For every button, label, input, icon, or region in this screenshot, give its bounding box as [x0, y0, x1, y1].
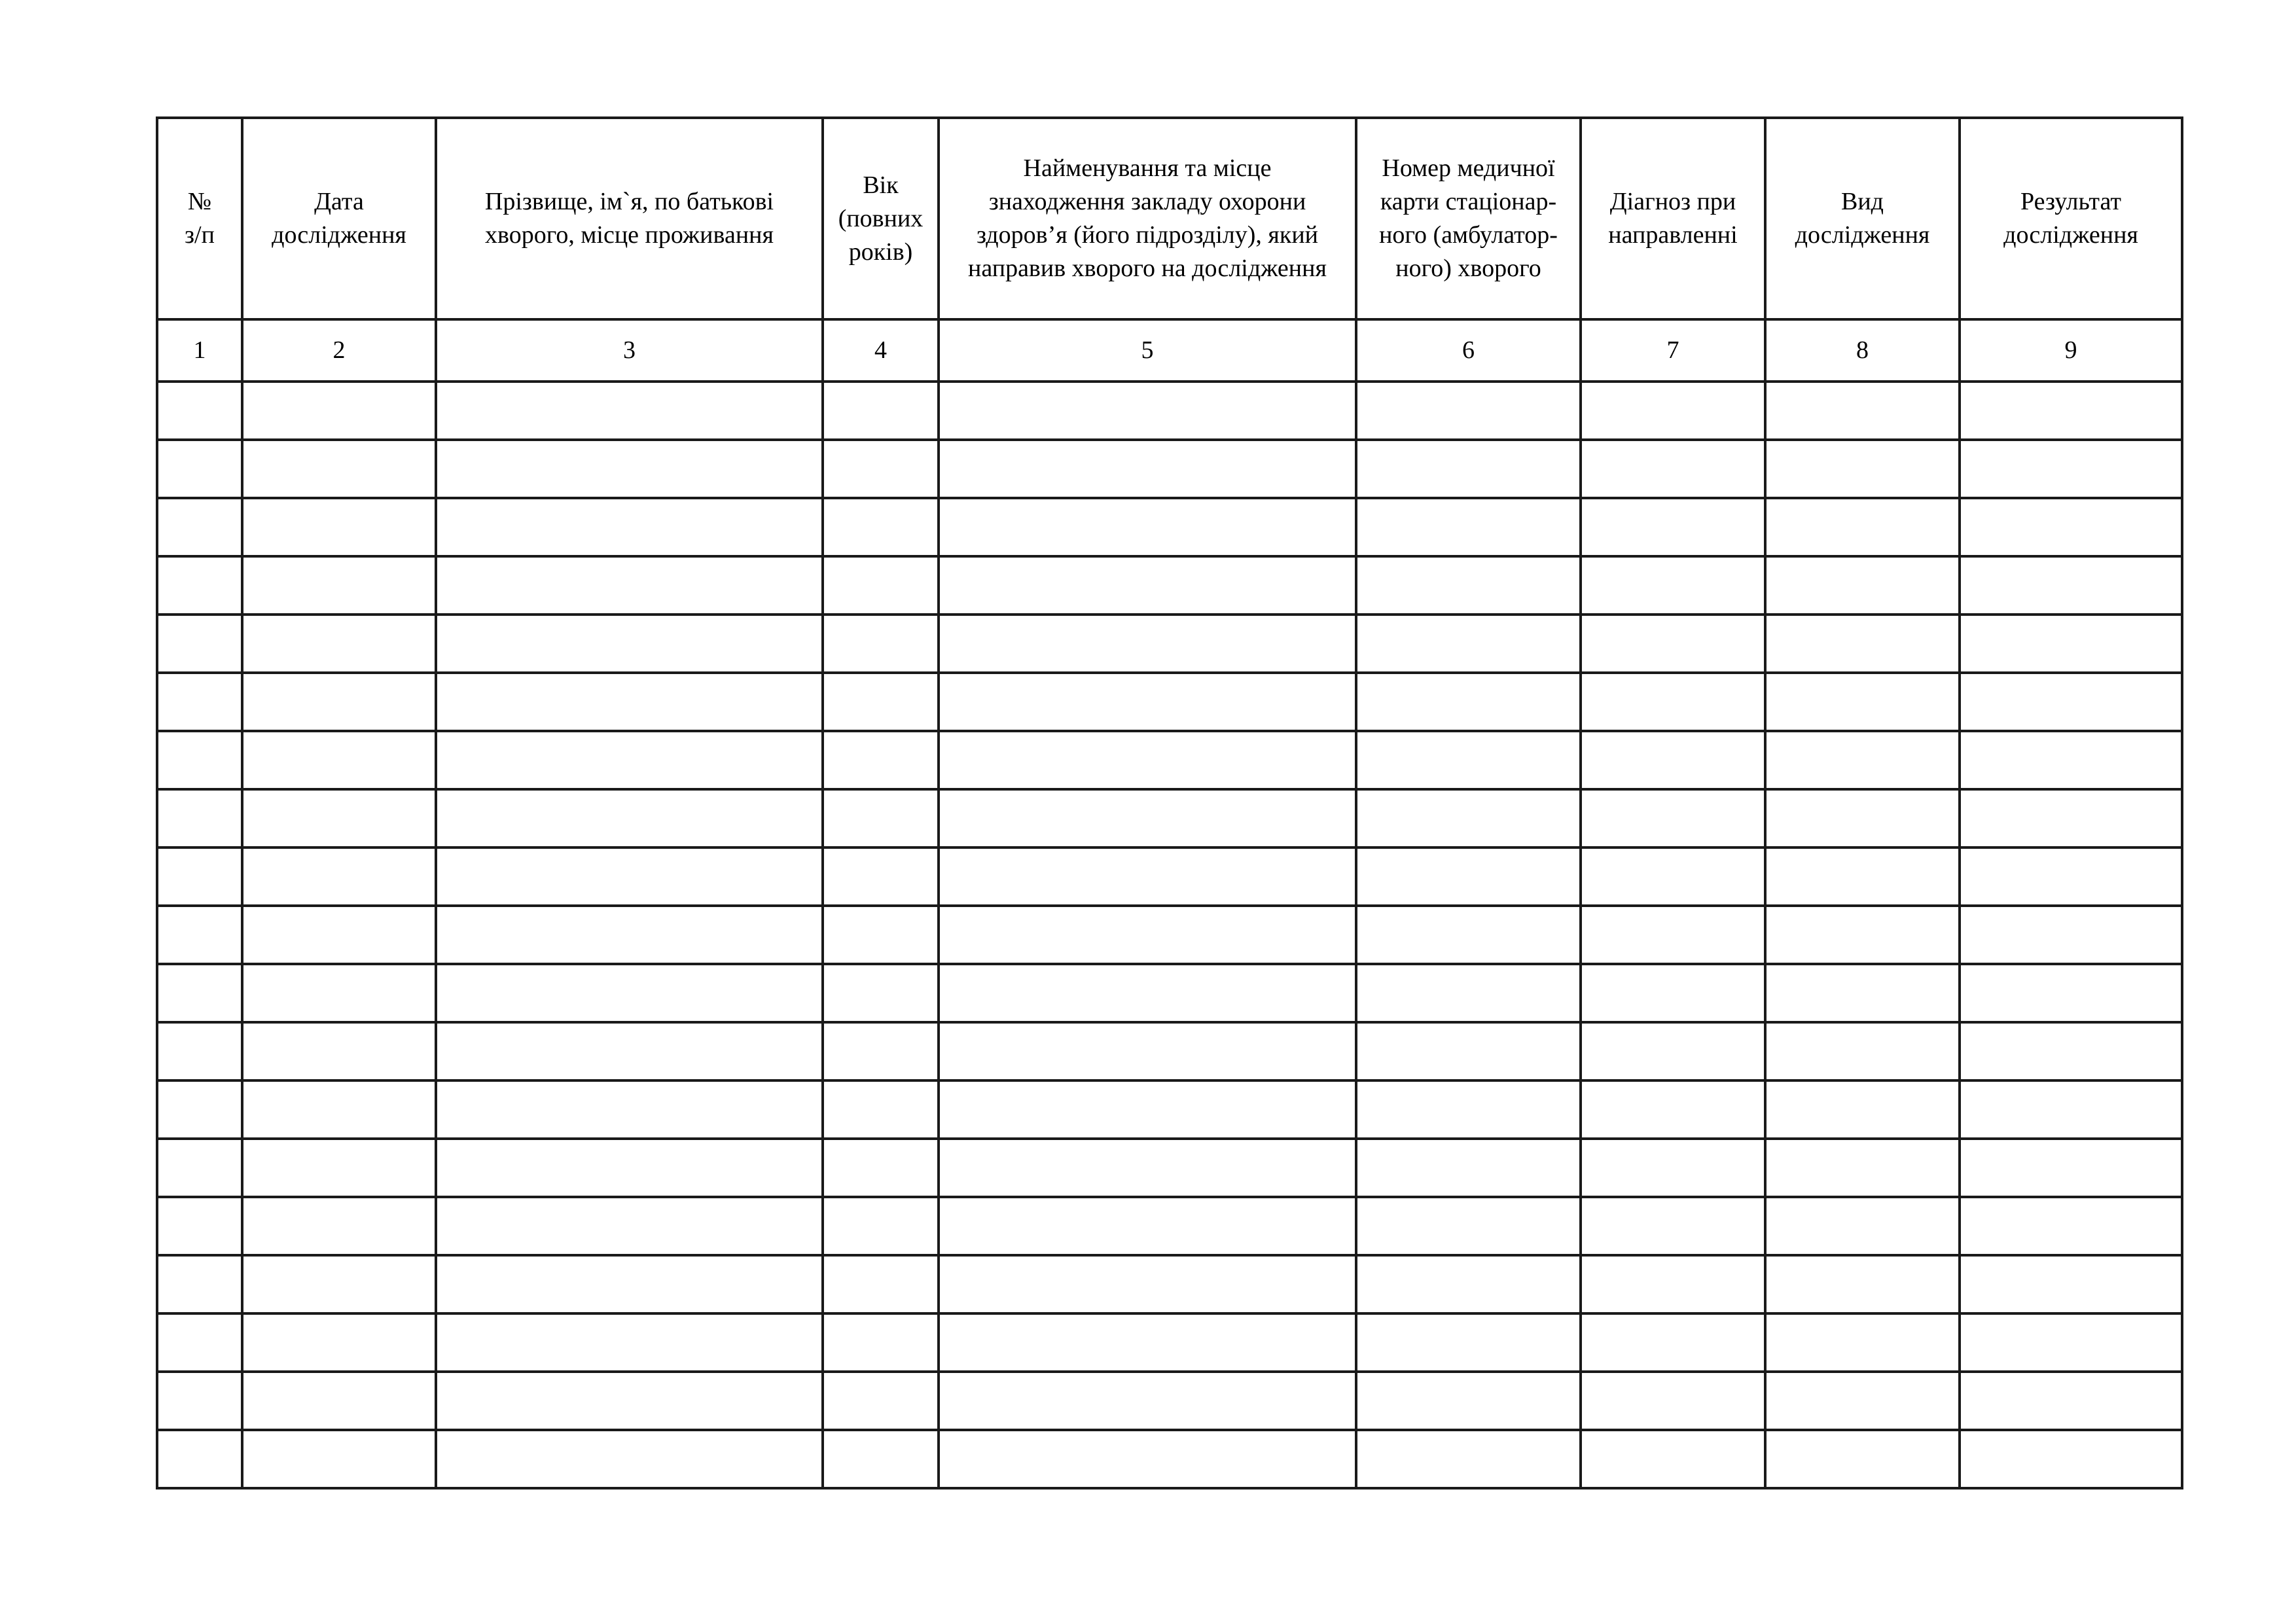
table-cell	[1765, 731, 1960, 789]
table-cell	[1960, 1080, 2182, 1139]
table-cell	[436, 556, 823, 615]
table-cell	[1356, 964, 1581, 1022]
table-cell	[436, 1313, 823, 1372]
table-cell	[1356, 1139, 1581, 1197]
table-cell	[1960, 1197, 2182, 1255]
table-cell	[1581, 440, 1765, 498]
table-cell	[1581, 1430, 1765, 1488]
table-cell	[939, 964, 1356, 1022]
table-cell	[436, 1139, 823, 1197]
table-row	[157, 789, 2182, 847]
table-cell	[1960, 615, 2182, 673]
table-cell	[1581, 1139, 1765, 1197]
table-cell	[823, 789, 939, 847]
table-cell	[1765, 1080, 1960, 1139]
table-cell	[939, 673, 1356, 731]
table-cell	[157, 673, 242, 731]
table-cell	[242, 847, 436, 906]
table-cell	[1960, 789, 2182, 847]
table-cell	[1581, 847, 1765, 906]
table-cell	[939, 847, 1356, 906]
table-row	[157, 498, 2182, 556]
table-cell	[1960, 1255, 2182, 1313]
table-cell	[242, 1430, 436, 1488]
table-cell	[823, 1372, 939, 1430]
table-cell	[436, 964, 823, 1022]
table-cell	[1356, 1430, 1581, 1488]
table-cell	[1581, 731, 1765, 789]
table-cell	[436, 1255, 823, 1313]
table-row	[157, 382, 2182, 440]
table-row	[157, 731, 2182, 789]
table-cell	[1765, 615, 1960, 673]
table-cell	[242, 906, 436, 964]
table-cell	[823, 1197, 939, 1255]
table-row	[157, 1255, 2182, 1313]
table-cell	[157, 382, 242, 440]
table-row	[157, 1080, 2182, 1139]
table-cell	[1765, 556, 1960, 615]
table-row	[157, 1139, 2182, 1197]
table-cell	[939, 1255, 1356, 1313]
table-cell	[436, 382, 823, 440]
table-cell	[436, 1430, 823, 1488]
table-cell	[1356, 440, 1581, 498]
header-cell-research-result: Результат дослідження	[1960, 118, 2182, 319]
table-cell	[1581, 964, 1765, 1022]
table-cell	[1581, 615, 1765, 673]
table-cell	[1581, 1313, 1765, 1372]
table-cell	[436, 731, 823, 789]
table-cell	[823, 1430, 939, 1488]
table-cell	[157, 906, 242, 964]
header-cell-referring-institution: Найменування та місце знаходження закладу охорони здоров’я (його підрозділу), який направив хворого на дослідження	[939, 118, 1356, 319]
table-cell	[242, 556, 436, 615]
table-cell	[157, 1080, 242, 1139]
table-cell	[1356, 673, 1581, 731]
research-journal-table	[156, 116, 2183, 1489]
header-cell-number: № з/п	[157, 118, 242, 319]
table-cell	[823, 1313, 939, 1372]
header-cell-date: Дата дослідження	[242, 118, 436, 319]
table-cell	[1960, 440, 2182, 498]
table-cell	[1356, 789, 1581, 847]
table-cell	[1960, 964, 2182, 1022]
table-cell	[242, 1255, 436, 1313]
table-row	[157, 1313, 2182, 1372]
table-cell	[157, 847, 242, 906]
table-cell	[157, 1139, 242, 1197]
table-cell	[436, 615, 823, 673]
table-cell	[157, 498, 242, 556]
table-cell	[1356, 1022, 1581, 1080]
table-cell	[157, 1372, 242, 1430]
table-cell	[1581, 498, 1765, 556]
table-cell	[242, 615, 436, 673]
table-cell	[242, 1372, 436, 1430]
table-cell	[1765, 789, 1960, 847]
column-number: 3	[436, 319, 823, 382]
table-cell	[1765, 1313, 1960, 1372]
table-cell	[939, 1372, 1356, 1430]
column-number: 4	[823, 319, 939, 382]
table-cell	[157, 615, 242, 673]
table-cell	[1960, 847, 2182, 906]
table-cell	[242, 673, 436, 731]
table-cell	[823, 673, 939, 731]
table-cell	[1960, 906, 2182, 964]
table-cell	[823, 1022, 939, 1080]
table-cell	[1581, 1372, 1765, 1430]
column-number: 5	[939, 319, 1356, 382]
table-row	[157, 556, 2182, 615]
table-cell	[939, 1313, 1356, 1372]
table-cell	[1765, 382, 1960, 440]
header-cell-diagnosis: Діагноз при направленні	[1581, 118, 1765, 319]
table-cell	[823, 847, 939, 906]
table-cell	[823, 382, 939, 440]
table-cell	[436, 498, 823, 556]
table-cell	[1356, 615, 1581, 673]
table-cell	[157, 1313, 242, 1372]
table-cell	[823, 1139, 939, 1197]
table-row	[157, 1430, 2182, 1488]
table-row	[157, 847, 2182, 906]
table-cell	[1765, 1197, 1960, 1255]
table-cell	[939, 382, 1356, 440]
table-cell	[436, 440, 823, 498]
table-cell	[1765, 1372, 1960, 1430]
table-cell	[823, 964, 939, 1022]
table-row	[157, 906, 2182, 964]
table-cell	[939, 498, 1356, 556]
table-cell	[1765, 498, 1960, 556]
table-cell	[1356, 1372, 1581, 1430]
table-cell	[1581, 1255, 1765, 1313]
table-cell	[1356, 731, 1581, 789]
table-cell	[939, 1197, 1356, 1255]
table-cell	[157, 1255, 242, 1313]
table-row	[157, 964, 2182, 1022]
table-cell	[1581, 382, 1765, 440]
table-cell	[242, 1139, 436, 1197]
table-cell	[939, 906, 1356, 964]
column-number: 1	[157, 319, 242, 382]
table-cell	[436, 1372, 823, 1430]
table-cell	[436, 673, 823, 731]
table-row	[157, 1197, 2182, 1255]
table-cell	[436, 1197, 823, 1255]
table-cell	[1356, 498, 1581, 556]
table-cell	[1356, 906, 1581, 964]
table-cell	[242, 964, 436, 1022]
table-cell	[1765, 673, 1960, 731]
table-cell	[823, 1255, 939, 1313]
table-cell	[1960, 673, 2182, 731]
table-cell	[1356, 847, 1581, 906]
table-cell	[1960, 1430, 2182, 1488]
table-cell	[1765, 964, 1960, 1022]
table-cell	[242, 498, 436, 556]
column-number-row	[157, 319, 2182, 382]
table-cell	[823, 556, 939, 615]
table-cell	[1765, 1255, 1960, 1313]
table-cell	[939, 1080, 1356, 1139]
column-number: 8	[1765, 319, 1960, 382]
table-cell	[157, 1022, 242, 1080]
table-cell	[1765, 1022, 1960, 1080]
table-cell	[939, 556, 1356, 615]
table-cell	[1960, 1139, 2182, 1197]
table-cell	[939, 615, 1356, 673]
column-number: 7	[1581, 319, 1765, 382]
table-cell	[1960, 382, 2182, 440]
table-cell	[1581, 1197, 1765, 1255]
table-cell	[1356, 1313, 1581, 1372]
table-cell	[157, 556, 242, 615]
table-cell	[157, 440, 242, 498]
table-row	[157, 615, 2182, 673]
table-cell	[1581, 789, 1765, 847]
table-cell	[436, 847, 823, 906]
table-cell	[436, 906, 823, 964]
table-cell	[939, 731, 1356, 789]
column-number: 2	[242, 319, 436, 382]
table-cell	[436, 789, 823, 847]
table-cell	[1356, 1080, 1581, 1139]
table-row	[157, 673, 2182, 731]
table-cell	[242, 1022, 436, 1080]
table-cell	[1581, 673, 1765, 731]
table-cell	[823, 498, 939, 556]
table-cell	[1356, 382, 1581, 440]
table-cell	[436, 1080, 823, 1139]
table-cell	[823, 906, 939, 964]
table-cell	[242, 440, 436, 498]
table-cell	[1581, 556, 1765, 615]
table-cell	[1765, 1139, 1960, 1197]
table-cell	[823, 615, 939, 673]
table-cell	[242, 1197, 436, 1255]
table-cell	[1960, 1372, 2182, 1430]
table-row	[157, 1022, 2182, 1080]
table-cell	[242, 731, 436, 789]
table-cell	[939, 440, 1356, 498]
table-cell	[1356, 1255, 1581, 1313]
table-cell	[1960, 498, 2182, 556]
table-cell	[1960, 1313, 2182, 1372]
table-cell	[939, 789, 1356, 847]
table-cell	[242, 1313, 436, 1372]
table-cell	[1960, 731, 2182, 789]
table-cell	[157, 1197, 242, 1255]
header-cell-research-type: Вид дослідження	[1765, 118, 1960, 319]
table-cell	[1581, 1080, 1765, 1139]
table-cell	[1765, 1430, 1960, 1488]
table-cell	[823, 731, 939, 789]
column-number: 6	[1356, 319, 1581, 382]
table-row	[157, 1372, 2182, 1430]
table-cell	[1356, 1197, 1581, 1255]
table-cell	[157, 731, 242, 789]
table-cell	[823, 440, 939, 498]
table-cell	[939, 1139, 1356, 1197]
table-cell	[939, 1022, 1356, 1080]
table-cell	[823, 1080, 939, 1139]
table-cell	[157, 1430, 242, 1488]
table-cell	[1581, 906, 1765, 964]
table-cell	[939, 1430, 1356, 1488]
table-cell	[157, 964, 242, 1022]
table-cell	[1960, 1022, 2182, 1080]
table-cell	[242, 789, 436, 847]
header-cell-medical-card-number: Номер медичної карти стаціонар- ного (амбулатор- ного) хворого	[1356, 118, 1581, 319]
table-cell	[1765, 440, 1960, 498]
header-cell-age: Вік (повних років)	[823, 118, 939, 319]
table-cell	[1581, 1022, 1765, 1080]
table-cell	[242, 382, 436, 440]
table-cell	[436, 1022, 823, 1080]
table-cell	[1356, 556, 1581, 615]
table-cell	[1765, 847, 1960, 906]
header-row	[157, 118, 2182, 319]
table-row	[157, 440, 2182, 498]
table-cell	[1765, 906, 1960, 964]
table-cell	[242, 1080, 436, 1139]
header-cell-patient-name: Прізвище, ім`я, по батькові хворого, місце проживання	[436, 118, 823, 319]
table-cell	[1960, 556, 2182, 615]
table-cell	[157, 789, 242, 847]
column-number: 9	[1960, 319, 2182, 382]
